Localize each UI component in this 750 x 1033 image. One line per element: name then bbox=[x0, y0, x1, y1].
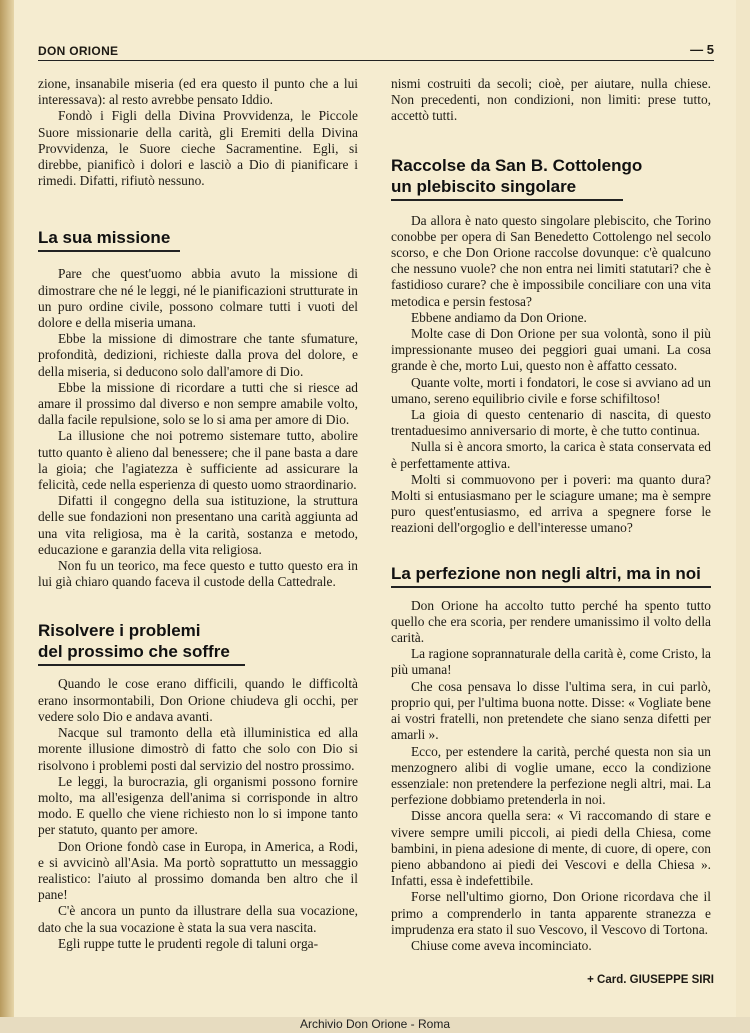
paragraph: Che cosa pensava lo disse l'ultima sera, in cui parlò, proprio qui, per l'ultima buona notte. Disse: « Vogliate bene ai vostri fratelli, non pretendete che siano senza difetti per amarli ». bbox=[391, 678, 711, 743]
section-heading-risolvere bbox=[38, 620, 358, 666]
page-header bbox=[38, 42, 714, 61]
paragraph: La gioia di questo centenario di nascita, di questo trentaduesimo anniversario di morte, è che tutto continua. bbox=[391, 407, 711, 439]
author-signature: + Card. GIUSEPPE SIRI bbox=[587, 974, 714, 986]
right-column bbox=[391, 76, 711, 954]
paragraph: Da allora è nato questo singolare plebiscito, che Torino conobbe per opera di San Benedetto Cottolengo nel secolo scorso, e che Don Orione raccolse dovunque: c'è qualcuno che nessuno vuole? che non entra nei limiti statutari? che è fastidioso curare? che è impossibile conciliare con una vita metodica e persin festosa? bbox=[391, 212, 711, 309]
paragraph: Fondò i Figli della Divina Provvidenza, le Piccole Suore missionarie della carità, gli Eremiti della Divina Provvidenza, le Suore cieche Sacramentine. Egli, si direbbe, pianificò i dolori e lasciò a Dio di pianificare i rimedi. Difatti, rifiutò nessuno. bbox=[38, 108, 358, 189]
heading-text-line-1: Risolvere i problemi bbox=[38, 621, 201, 641]
magazine-name: DON ORIONE bbox=[38, 44, 119, 58]
paragraph: C'è ancora un punto da illustrare della sua vocazione, dato che la sua vocazione è stata la sua vera nascita. bbox=[38, 903, 358, 935]
paragraph: Nulla si è ancora smorto, la carica è stata conservata ed è perfettamente attiva. bbox=[391, 439, 711, 471]
paragraph: Non fu un teorico, ma fece questo e tutto questo era in lui già chiaro quando faceva il custode della Cattedrale. bbox=[38, 558, 358, 590]
section-heading-missione bbox=[38, 227, 358, 252]
paragraph: Ebbe la missione di ricordare a tutti che si riesce ad amare il prossimo dal diverso e non sempre amabile volto, dalla facile repulsione, solo se lo si ama per amore di Dio. bbox=[38, 379, 358, 428]
paragraph: Disse ancora quella sera: « Vi raccomando di stare e vivere sempre umili piccoli, ai piedi della Chiesa, come bambini, in piena adesione di mente, di cuore, di opere, con pieno abbandono ai piedi dei Vescovi e della Chiesa ». Infatti, essa è indefettibile. bbox=[391, 808, 711, 889]
paragraph: La illusione che noi potremo sistemare tutto, abolire tutto quanto è alieno dal benessere; che il pane basta a dare la gioia; che l'agiatezza è sufficiente ad assicurare la felicità, cede nella esperienza di questo uomo straordinario. bbox=[38, 428, 358, 493]
paragraph: Ebbene andiamo da Don Orione. bbox=[411, 309, 587, 325]
paragraph: Le leggi, la burocrazia, gli organismi possono fornire molto, ma all'esigenza dell'anima si corrisponde in altro modo. E quello che viene richiesto non lo si impone tanto per statuto, quanto per amore. bbox=[38, 773, 358, 838]
paragraph: Ecco, per estendere la carità, perché questa non sia un menzognero alibi di voglie umane, ecco la condizione essenziale: non pretendere la perfezione negli altri, mai. La perfezione dobbiamo pretenderla in noi. bbox=[391, 743, 711, 808]
heading-text-line-2: del prossimo che soffre bbox=[38, 642, 230, 662]
paragraph: Molte case di Don Orione per sua volontà, sono il più impressionante museo dei peggiori guai umani. La cosa grande è che, morto Lui, questo non è affatto cessato. bbox=[391, 326, 711, 374]
paragraph: Egli ruppe tutte le prudenti regole di taluni orga- bbox=[58, 935, 319, 951]
heading-underline bbox=[38, 664, 245, 666]
left-column bbox=[38, 76, 358, 952]
section-heading-cottolengo bbox=[391, 155, 711, 201]
paragraph: Quante volte, morti i fondatori, le cose si avviano ad un umano, sereno equilibrio civile e forse schifiltoso! bbox=[391, 374, 711, 406]
heading-text: La perfezione non negli altri, ma in noi bbox=[391, 563, 701, 583]
paragraph: Nacque sul tramonto della età illuministica ed alla morente illusione dimostrò di fatto che solo con Dio si risolvono i problemi posti dal servizio del nostro prossimo. bbox=[38, 725, 358, 773]
paragraph: zione, insanabile miseria (ed era questo il punto che a lui interessava): al resto avrebbe pensato Iddio. bbox=[38, 76, 358, 108]
paragraph: Difatti il congegno della sua istituzione, la struttura delle sue fondazioni non presentano una carità aggiunta ad una vita religiosa, ma è la carità, sostanza e metodo, educazione e garanzia della vita religiosa. bbox=[38, 493, 358, 557]
section-heading-perfezione bbox=[391, 563, 711, 588]
heading-underline bbox=[391, 199, 623, 201]
paragraph: nismi costruiti da secoli; cioè, per aiutare, nulla chiese. Non precedenti, non condizioni, non limiti: prese tutto, accettò tutti. bbox=[391, 76, 711, 124]
page-binding-edge bbox=[0, 0, 14, 1033]
paragraph: Pare che quest'uomo abbia avuto la missione di dimostrare che né le leggi, né le pianificazioni strutturate in un puro ordine civile, possono colmare tutti i vuoti del dolore e della miseria umana. bbox=[38, 266, 358, 331]
heading-text-line-1: Raccolse da San B. Cottolengo bbox=[391, 155, 643, 175]
paragraph: Ebbe la missione di dimostrare che tante sfumature, profondità, dedizioni, richieste dalla prova del dolore, e della miseria, si deducono solo dall'amore di Dio. bbox=[38, 331, 358, 379]
paragraph: Molti si commuovono per i poveri: ma quanto dura? Molti si entusiasmano per le sciagure umane; ma è sempre puro quest'entusiasmo, ed arriva a spegnere forse le reazioni dell'orgoglio e dell'interesse umano? bbox=[391, 471, 711, 536]
heading-text-line-2: un plebiscito singolare bbox=[391, 176, 577, 196]
paragraph: Chiuse come aveva incominciato. bbox=[411, 937, 592, 953]
paragraph: Don Orione fondò case in Europa, in America, a Rodi, e si avvicinò all'Asia. Ma portò soprattutto un messaggio realistico: l'aiuto al prossimo domanda ben altro che il pane! bbox=[38, 838, 358, 903]
paragraph: Quando le cose erano difficili, quando le difficoltà erano insormontabili, Don Orione chiudeva gli occhi, per vedere solo Dio e andava avanti. bbox=[38, 676, 358, 724]
paragraph: Don Orione ha accolto tutto perché ha spento tutto quello che era scoria, per rendere umanissimo il volto della carità. bbox=[391, 597, 711, 646]
heading-text: La sua missione bbox=[38, 228, 171, 248]
heading-underline bbox=[38, 250, 180, 252]
page-number: — 5 bbox=[690, 42, 714, 57]
archive-footer: Archivio Don Orione - Roma bbox=[0, 1017, 750, 1033]
paragraph: Forse nell'ultimo giorno, Don Orione ricordava che il primo a comprenderlo in tanta apparente stranezza e imprudenza era stato il suo Vescovo, il Vescovo di Tortona. bbox=[391, 889, 711, 937]
paragraph: La ragione soprannaturale della carità è, come Cristo, la più umana! bbox=[391, 646, 711, 678]
heading-underline bbox=[391, 586, 711, 588]
